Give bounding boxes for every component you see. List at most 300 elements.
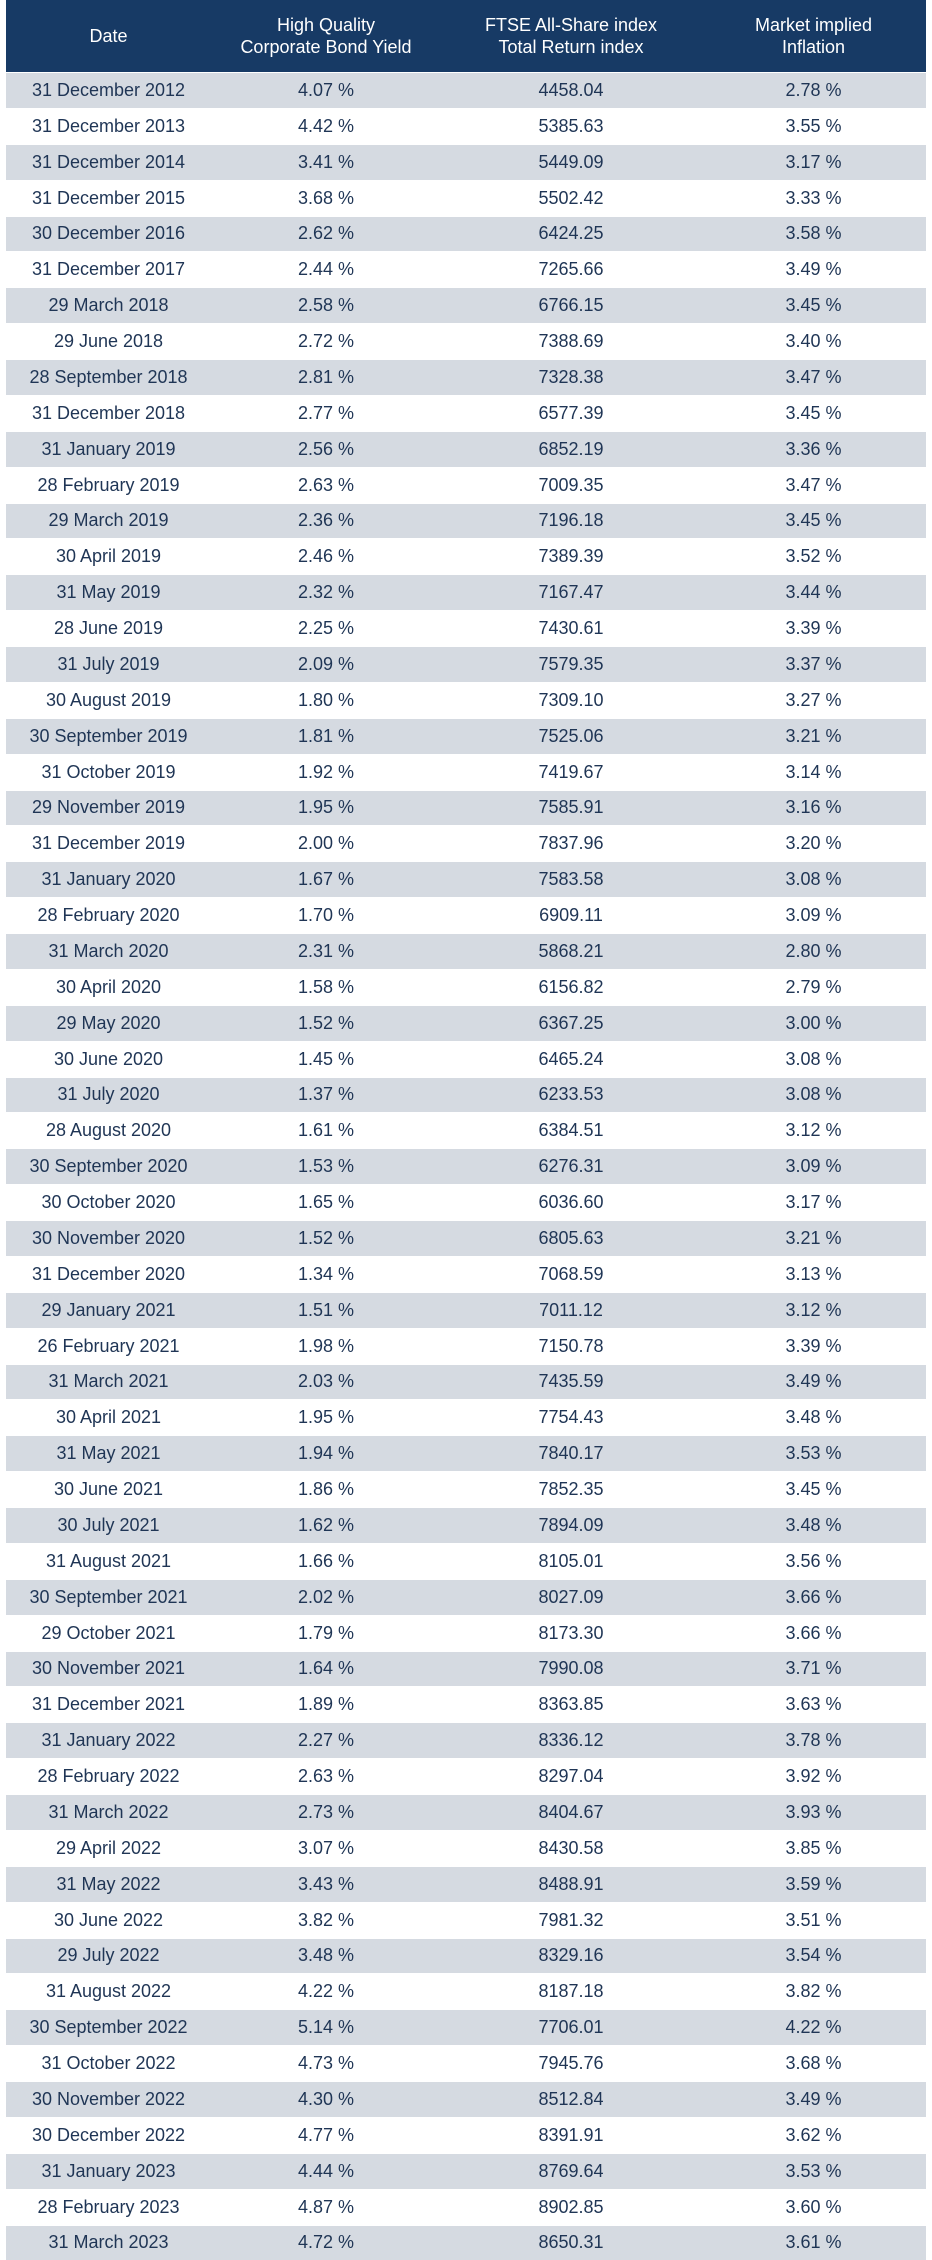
- table-row: [6, 1364, 926, 1400]
- table-row: [6, 611, 926, 647]
- cell-date: 31 March 2023: [6, 2225, 211, 2260]
- table-row: [6, 539, 926, 575]
- cell-ftse-index: 7068.59: [441, 1256, 701, 1292]
- cell-bond-yield: 2.62 %: [211, 216, 441, 252]
- cell-bond-yield: 2.03 %: [211, 1364, 441, 1400]
- cell-date: 29 June 2018: [6, 324, 211, 360]
- cell-bond-yield: 2.77 %: [211, 395, 441, 431]
- cell-bond-yield: 3.43 %: [211, 1866, 441, 1902]
- cell-bond-yield: 1.64 %: [211, 1651, 441, 1687]
- cell-date: 31 December 2020: [6, 1256, 211, 1292]
- cell-inflation: 3.49 %: [701, 2082, 926, 2118]
- cell-bond-yield: 4.73 %: [211, 2046, 441, 2082]
- table-row: [6, 2082, 926, 2118]
- table-row: [6, 1508, 926, 1544]
- cell-ftse-index: 7167.47: [441, 575, 701, 611]
- cell-date: 30 July 2021: [6, 1508, 211, 1544]
- cell-ftse-index: 6909.11: [441, 898, 701, 934]
- cell-ftse-index: 7583.58: [441, 862, 701, 898]
- cell-inflation: 3.39 %: [701, 611, 926, 647]
- cell-ftse-index: 7525.06: [441, 718, 701, 754]
- table-row: [6, 682, 926, 718]
- cell-bond-yield: 1.86 %: [211, 1472, 441, 1508]
- table-row: [6, 718, 926, 754]
- cell-date: 28 February 2023: [6, 2189, 211, 2225]
- cell-date: 29 March 2018: [6, 288, 211, 324]
- cell-inflation: 3.00 %: [701, 1005, 926, 1041]
- table-row: [6, 1543, 926, 1579]
- table-row: [6, 1866, 926, 1902]
- cell-inflation: 3.56 %: [701, 1543, 926, 1579]
- cell-inflation: 3.61 %: [701, 2225, 926, 2260]
- cell-bond-yield: 3.68 %: [211, 180, 441, 216]
- cell-date: 31 March 2022: [6, 1795, 211, 1831]
- cell-date: 30 November 2022: [6, 2082, 211, 2118]
- cell-ftse-index: 8329.16: [441, 1938, 701, 1974]
- table-row: [6, 790, 926, 826]
- table-row: [6, 2010, 926, 2046]
- cell-inflation: 3.21 %: [701, 1221, 926, 1257]
- cell-inflation: 3.48 %: [701, 1400, 926, 1436]
- cell-inflation: 3.78 %: [701, 1723, 926, 1759]
- cell-inflation: 3.44 %: [701, 575, 926, 611]
- table-row: [6, 144, 926, 180]
- table-header: [6, 0, 926, 73]
- table-row: [6, 1795, 926, 1831]
- table-row: [6, 754, 926, 790]
- cell-inflation: 3.82 %: [701, 1974, 926, 2010]
- cell-inflation: 3.20 %: [701, 826, 926, 862]
- table-row: [6, 934, 926, 970]
- cell-bond-yield: 4.22 %: [211, 1974, 441, 2010]
- cell-ftse-index: 7419.67: [441, 754, 701, 790]
- cell-ftse-index: 6036.60: [441, 1185, 701, 1221]
- cell-bond-yield: 1.37 %: [211, 1077, 441, 1113]
- cell-inflation: 3.45 %: [701, 288, 926, 324]
- cell-bond-yield: 2.72 %: [211, 324, 441, 360]
- cell-bond-yield: 1.92 %: [211, 754, 441, 790]
- header-bond-yield: [211, 0, 441, 73]
- cell-inflation: 3.92 %: [701, 1759, 926, 1795]
- table-row: [6, 395, 926, 431]
- cell-bond-yield: 2.32 %: [211, 575, 441, 611]
- cell-bond-yield: 1.45 %: [211, 1041, 441, 1077]
- cell-inflation: 3.17 %: [701, 144, 926, 180]
- table-row: [6, 2225, 926, 2260]
- cell-date: 30 November 2020: [6, 1221, 211, 1257]
- header-bond-yield-line-1: High Quality: [277, 15, 375, 35]
- cell-ftse-index: 6233.53: [441, 1077, 701, 1113]
- cell-bond-yield: 2.02 %: [211, 1579, 441, 1615]
- cell-inflation: 3.36 %: [701, 431, 926, 467]
- cell-bond-yield: 1.65 %: [211, 1185, 441, 1221]
- cell-inflation: 3.59 %: [701, 1866, 926, 1902]
- cell-bond-yield: 4.30 %: [211, 2082, 441, 2118]
- table-row: [6, 503, 926, 539]
- header-date-label: Date: [89, 26, 127, 46]
- table-row: [6, 360, 926, 396]
- cell-ftse-index: 7837.96: [441, 826, 701, 862]
- table-row: [6, 1005, 926, 1041]
- cell-date: 28 February 2019: [6, 467, 211, 503]
- table-row: [6, 1149, 926, 1185]
- cell-date: 28 August 2020: [6, 1113, 211, 1149]
- cell-ftse-index: 6766.15: [441, 288, 701, 324]
- cell-ftse-index: 6156.82: [441, 969, 701, 1005]
- market-data-table: [6, 0, 926, 2260]
- cell-ftse-index: 8336.12: [441, 1723, 701, 1759]
- cell-ftse-index: 8512.84: [441, 2082, 701, 2118]
- cell-ftse-index: 8187.18: [441, 1974, 701, 2010]
- table-row: [6, 1615, 926, 1651]
- table-row: [6, 180, 926, 216]
- cell-date: 30 September 2021: [6, 1579, 211, 1615]
- cell-date: 29 May 2020: [6, 1005, 211, 1041]
- cell-date: 31 July 2019: [6, 647, 211, 683]
- cell-inflation: 3.63 %: [701, 1687, 926, 1723]
- cell-date: 30 June 2022: [6, 1902, 211, 1938]
- table-row: [6, 73, 926, 109]
- header-row: [6, 0, 926, 73]
- cell-inflation: 3.47 %: [701, 360, 926, 396]
- cell-ftse-index: 7945.76: [441, 2046, 701, 2082]
- table-row: [6, 1974, 926, 2010]
- cell-inflation: 3.37 %: [701, 647, 926, 683]
- cell-inflation: 3.53 %: [701, 2153, 926, 2189]
- cell-bond-yield: 1.51 %: [211, 1292, 441, 1328]
- cell-inflation: 3.68 %: [701, 2046, 926, 2082]
- cell-bond-yield: 1.79 %: [211, 1615, 441, 1651]
- cell-ftse-index: 7754.43: [441, 1400, 701, 1436]
- cell-inflation: 3.45 %: [701, 395, 926, 431]
- table-row: [6, 2117, 926, 2153]
- cell-bond-yield: 1.66 %: [211, 1543, 441, 1579]
- table-row: [6, 1436, 926, 1472]
- cell-date: 30 November 2021: [6, 1651, 211, 1687]
- cell-date: 29 July 2022: [6, 1938, 211, 1974]
- cell-date: 31 March 2021: [6, 1364, 211, 1400]
- header-bond-yield-line-2: Corporate Bond Yield: [240, 37, 411, 57]
- cell-ftse-index: 8650.31: [441, 2225, 701, 2260]
- cell-inflation: 2.78 %: [701, 73, 926, 109]
- table-body: [6, 73, 926, 2260]
- table-row: [6, 108, 926, 144]
- cell-ftse-index: 7388.69: [441, 324, 701, 360]
- cell-bond-yield: 1.81 %: [211, 718, 441, 754]
- cell-inflation: 3.08 %: [701, 1041, 926, 1077]
- cell-ftse-index: 8363.85: [441, 1687, 701, 1723]
- table-row: [6, 1687, 926, 1723]
- table-row: [6, 1256, 926, 1292]
- cell-ftse-index: 7990.08: [441, 1651, 701, 1687]
- cell-inflation: 3.51 %: [701, 1902, 926, 1938]
- cell-inflation: 3.54 %: [701, 1938, 926, 1974]
- cell-inflation: 3.85 %: [701, 1830, 926, 1866]
- cell-date: 30 September 2022: [6, 2010, 211, 2046]
- table-row: [6, 1041, 926, 1077]
- cell-date: 26 February 2021: [6, 1328, 211, 1364]
- cell-inflation: 3.40 %: [701, 324, 926, 360]
- cell-ftse-index: 6424.25: [441, 216, 701, 252]
- table-row: [6, 288, 926, 324]
- cell-bond-yield: 4.44 %: [211, 2153, 441, 2189]
- cell-bond-yield: 1.94 %: [211, 1436, 441, 1472]
- table-row: [6, 862, 926, 898]
- cell-ftse-index: 7435.59: [441, 1364, 701, 1400]
- cell-inflation: 3.12 %: [701, 1113, 926, 1149]
- table-row: [6, 2189, 926, 2225]
- cell-inflation: 3.49 %: [701, 1364, 926, 1400]
- cell-date: 31 December 2017: [6, 252, 211, 288]
- cell-date: 30 August 2019: [6, 682, 211, 718]
- cell-date: 31 October 2019: [6, 754, 211, 790]
- table-row: [6, 826, 926, 862]
- cell-inflation: 3.62 %: [701, 2117, 926, 2153]
- cell-inflation: 3.13 %: [701, 1256, 926, 1292]
- header-ftse-index: [441, 0, 701, 73]
- cell-date: 29 October 2021: [6, 1615, 211, 1651]
- cell-inflation: 3.21 %: [701, 718, 926, 754]
- cell-date: 31 August 2022: [6, 1974, 211, 2010]
- cell-inflation: 3.45 %: [701, 1472, 926, 1508]
- cell-ftse-index: 7389.39: [441, 539, 701, 575]
- cell-inflation: 3.08 %: [701, 1077, 926, 1113]
- cell-ftse-index: 5449.09: [441, 144, 701, 180]
- cell-bond-yield: 2.63 %: [211, 1759, 441, 1795]
- cell-bond-yield: 1.53 %: [211, 1149, 441, 1185]
- cell-bond-yield: 2.31 %: [211, 934, 441, 970]
- cell-bond-yield: 4.72 %: [211, 2225, 441, 2260]
- cell-bond-yield: 1.61 %: [211, 1113, 441, 1149]
- header-date: [6, 0, 211, 73]
- cell-inflation: 3.33 %: [701, 180, 926, 216]
- header-ftse-index-line-1: FTSE All-Share index: [485, 15, 657, 35]
- cell-inflation: 3.66 %: [701, 1579, 926, 1615]
- cell-date: 30 September 2019: [6, 718, 211, 754]
- cell-date: 30 December 2016: [6, 216, 211, 252]
- cell-bond-yield: 1.80 %: [211, 682, 441, 718]
- cell-date: 30 April 2021: [6, 1400, 211, 1436]
- cell-inflation: 3.66 %: [701, 1615, 926, 1651]
- cell-bond-yield: 2.00 %: [211, 826, 441, 862]
- cell-ftse-index: 8173.30: [441, 1615, 701, 1651]
- cell-inflation: 3.09 %: [701, 1149, 926, 1185]
- cell-bond-yield: 2.27 %: [211, 1723, 441, 1759]
- cell-bond-yield: 2.44 %: [211, 252, 441, 288]
- cell-date: 31 May 2022: [6, 1866, 211, 1902]
- cell-inflation: 2.79 %: [701, 969, 926, 1005]
- table-row: [6, 1759, 926, 1795]
- cell-inflation: 3.58 %: [701, 216, 926, 252]
- cell-date: 31 January 2020: [6, 862, 211, 898]
- cell-bond-yield: 1.62 %: [211, 1508, 441, 1544]
- cell-bond-yield: 2.09 %: [211, 647, 441, 683]
- cell-bond-yield: 1.70 %: [211, 898, 441, 934]
- cell-date: 29 March 2019: [6, 503, 211, 539]
- cell-bond-yield: 2.58 %: [211, 288, 441, 324]
- table-row: [6, 1185, 926, 1221]
- cell-bond-yield: 2.56 %: [211, 431, 441, 467]
- cell-date: 28 June 2019: [6, 611, 211, 647]
- table-row: [6, 1902, 926, 1938]
- cell-ftse-index: 6577.39: [441, 395, 701, 431]
- table-row: [6, 431, 926, 467]
- table-row: [6, 252, 926, 288]
- cell-ftse-index: 7011.12: [441, 1292, 701, 1328]
- table-row: [6, 1830, 926, 1866]
- table-row: [6, 575, 926, 611]
- table-row: [6, 647, 926, 683]
- table-row: [6, 2153, 926, 2189]
- cell-ftse-index: 7328.38: [441, 360, 701, 396]
- cell-date: 31 December 2014: [6, 144, 211, 180]
- cell-inflation: 3.47 %: [701, 467, 926, 503]
- cell-bond-yield: 4.77 %: [211, 2117, 441, 2153]
- cell-ftse-index: 6384.51: [441, 1113, 701, 1149]
- table-row: [6, 1328, 926, 1364]
- cell-date: 30 June 2021: [6, 1472, 211, 1508]
- cell-bond-yield: 4.87 %: [211, 2189, 441, 2225]
- table-row: [6, 898, 926, 934]
- header-inflation-line-2: Inflation: [782, 37, 845, 57]
- cell-date: 31 August 2021: [6, 1543, 211, 1579]
- cell-ftse-index: 6367.25: [441, 1005, 701, 1041]
- cell-bond-yield: 3.07 %: [211, 1830, 441, 1866]
- cell-ftse-index: 8404.67: [441, 1795, 701, 1831]
- cell-date: 31 May 2021: [6, 1436, 211, 1472]
- table-row: [6, 969, 926, 1005]
- cell-date: 31 January 2022: [6, 1723, 211, 1759]
- cell-bond-yield: 3.48 %: [211, 1938, 441, 1974]
- cell-ftse-index: 7852.35: [441, 1472, 701, 1508]
- table-row: [6, 1579, 926, 1615]
- cell-ftse-index: 7894.09: [441, 1508, 701, 1544]
- market-data-table-container: [6, 0, 926, 2260]
- cell-date: 31 December 2012: [6, 73, 211, 109]
- cell-inflation: 3.53 %: [701, 1436, 926, 1472]
- table-row: [6, 2046, 926, 2082]
- cell-ftse-index: 7585.91: [441, 790, 701, 826]
- cell-bond-yield: 2.81 %: [211, 360, 441, 396]
- cell-inflation: 3.49 %: [701, 252, 926, 288]
- cell-ftse-index: 8027.09: [441, 1579, 701, 1615]
- cell-date: 30 June 2020: [6, 1041, 211, 1077]
- cell-inflation: 3.39 %: [701, 1328, 926, 1364]
- cell-inflation: 3.60 %: [701, 2189, 926, 2225]
- cell-inflation: 3.09 %: [701, 898, 926, 934]
- cell-bond-yield: 2.25 %: [211, 611, 441, 647]
- table-row: [6, 1938, 926, 1974]
- cell-date: 31 December 2015: [6, 180, 211, 216]
- cell-ftse-index: 7265.66: [441, 252, 701, 288]
- cell-inflation: 3.45 %: [701, 503, 926, 539]
- cell-date: 31 January 2023: [6, 2153, 211, 2189]
- cell-bond-yield: 1.89 %: [211, 1687, 441, 1723]
- cell-date: 30 October 2020: [6, 1185, 211, 1221]
- cell-date: 29 January 2021: [6, 1292, 211, 1328]
- table-row: [6, 1472, 926, 1508]
- table-row: [6, 1723, 926, 1759]
- cell-ftse-index: 7840.17: [441, 1436, 701, 1472]
- cell-inflation: 3.52 %: [701, 539, 926, 575]
- table-row: [6, 1292, 926, 1328]
- cell-date: 31 December 2018: [6, 395, 211, 431]
- cell-date: 30 September 2020: [6, 1149, 211, 1185]
- cell-bond-yield: 1.58 %: [211, 969, 441, 1005]
- cell-date: 31 March 2020: [6, 934, 211, 970]
- cell-inflation: 3.27 %: [701, 682, 926, 718]
- cell-bond-yield: 1.52 %: [211, 1221, 441, 1257]
- cell-inflation: 3.17 %: [701, 1185, 926, 1221]
- cell-date: 29 November 2019: [6, 790, 211, 826]
- cell-bond-yield: 1.95 %: [211, 1400, 441, 1436]
- cell-bond-yield: 2.46 %: [211, 539, 441, 575]
- cell-bond-yield: 4.07 %: [211, 73, 441, 109]
- cell-ftse-index: 8391.91: [441, 2117, 701, 2153]
- table-row: [6, 1077, 926, 1113]
- header-inflation-line-1: Market implied: [755, 15, 872, 35]
- table-row: [6, 1651, 926, 1687]
- cell-bond-yield: 5.14 %: [211, 2010, 441, 2046]
- cell-ftse-index: 8902.85: [441, 2189, 701, 2225]
- cell-inflation: 2.80 %: [701, 934, 926, 970]
- table-row: [6, 1400, 926, 1436]
- cell-bond-yield: 4.42 %: [211, 108, 441, 144]
- cell-inflation: 3.48 %: [701, 1508, 926, 1544]
- cell-bond-yield: 1.98 %: [211, 1328, 441, 1364]
- cell-bond-yield: 1.67 %: [211, 862, 441, 898]
- cell-date: 28 February 2020: [6, 898, 211, 934]
- cell-ftse-index: 8297.04: [441, 1759, 701, 1795]
- cell-ftse-index: 6852.19: [441, 431, 701, 467]
- cell-date: 29 April 2022: [6, 1830, 211, 1866]
- cell-ftse-index: 8769.64: [441, 2153, 701, 2189]
- cell-inflation: 3.55 %: [701, 108, 926, 144]
- cell-ftse-index: 7196.18: [441, 503, 701, 539]
- cell-ftse-index: 7706.01: [441, 2010, 701, 2046]
- cell-inflation: 3.16 %: [701, 790, 926, 826]
- table-row: [6, 216, 926, 252]
- cell-ftse-index: 6465.24: [441, 1041, 701, 1077]
- cell-ftse-index: 5385.63: [441, 108, 701, 144]
- cell-ftse-index: 7150.78: [441, 1328, 701, 1364]
- cell-ftse-index: 6276.31: [441, 1149, 701, 1185]
- cell-date: 31 December 2021: [6, 1687, 211, 1723]
- cell-ftse-index: 7009.35: [441, 467, 701, 503]
- cell-inflation: 3.93 %: [701, 1795, 926, 1831]
- cell-ftse-index: 4458.04: [441, 73, 701, 109]
- header-ftse-index-line-2: Total Return index: [498, 37, 643, 57]
- header-inflation: [701, 0, 926, 73]
- table-row: [6, 467, 926, 503]
- cell-bond-yield: 3.82 %: [211, 1902, 441, 1938]
- cell-inflation: 3.14 %: [701, 754, 926, 790]
- cell-ftse-index: 7981.32: [441, 1902, 701, 1938]
- cell-date: 30 April 2020: [6, 969, 211, 1005]
- cell-inflation: 3.08 %: [701, 862, 926, 898]
- table-row: [6, 1113, 926, 1149]
- cell-date: 28 February 2022: [6, 1759, 211, 1795]
- cell-bond-yield: 1.95 %: [211, 790, 441, 826]
- cell-ftse-index: 8488.91: [441, 1866, 701, 1902]
- cell-ftse-index: 8105.01: [441, 1543, 701, 1579]
- cell-date: 31 January 2019: [6, 431, 211, 467]
- cell-inflation: 4.22 %: [701, 2010, 926, 2046]
- table-row: [6, 1221, 926, 1257]
- cell-date: 31 May 2019: [6, 575, 211, 611]
- cell-ftse-index: 7309.10: [441, 682, 701, 718]
- table-row: [6, 324, 926, 360]
